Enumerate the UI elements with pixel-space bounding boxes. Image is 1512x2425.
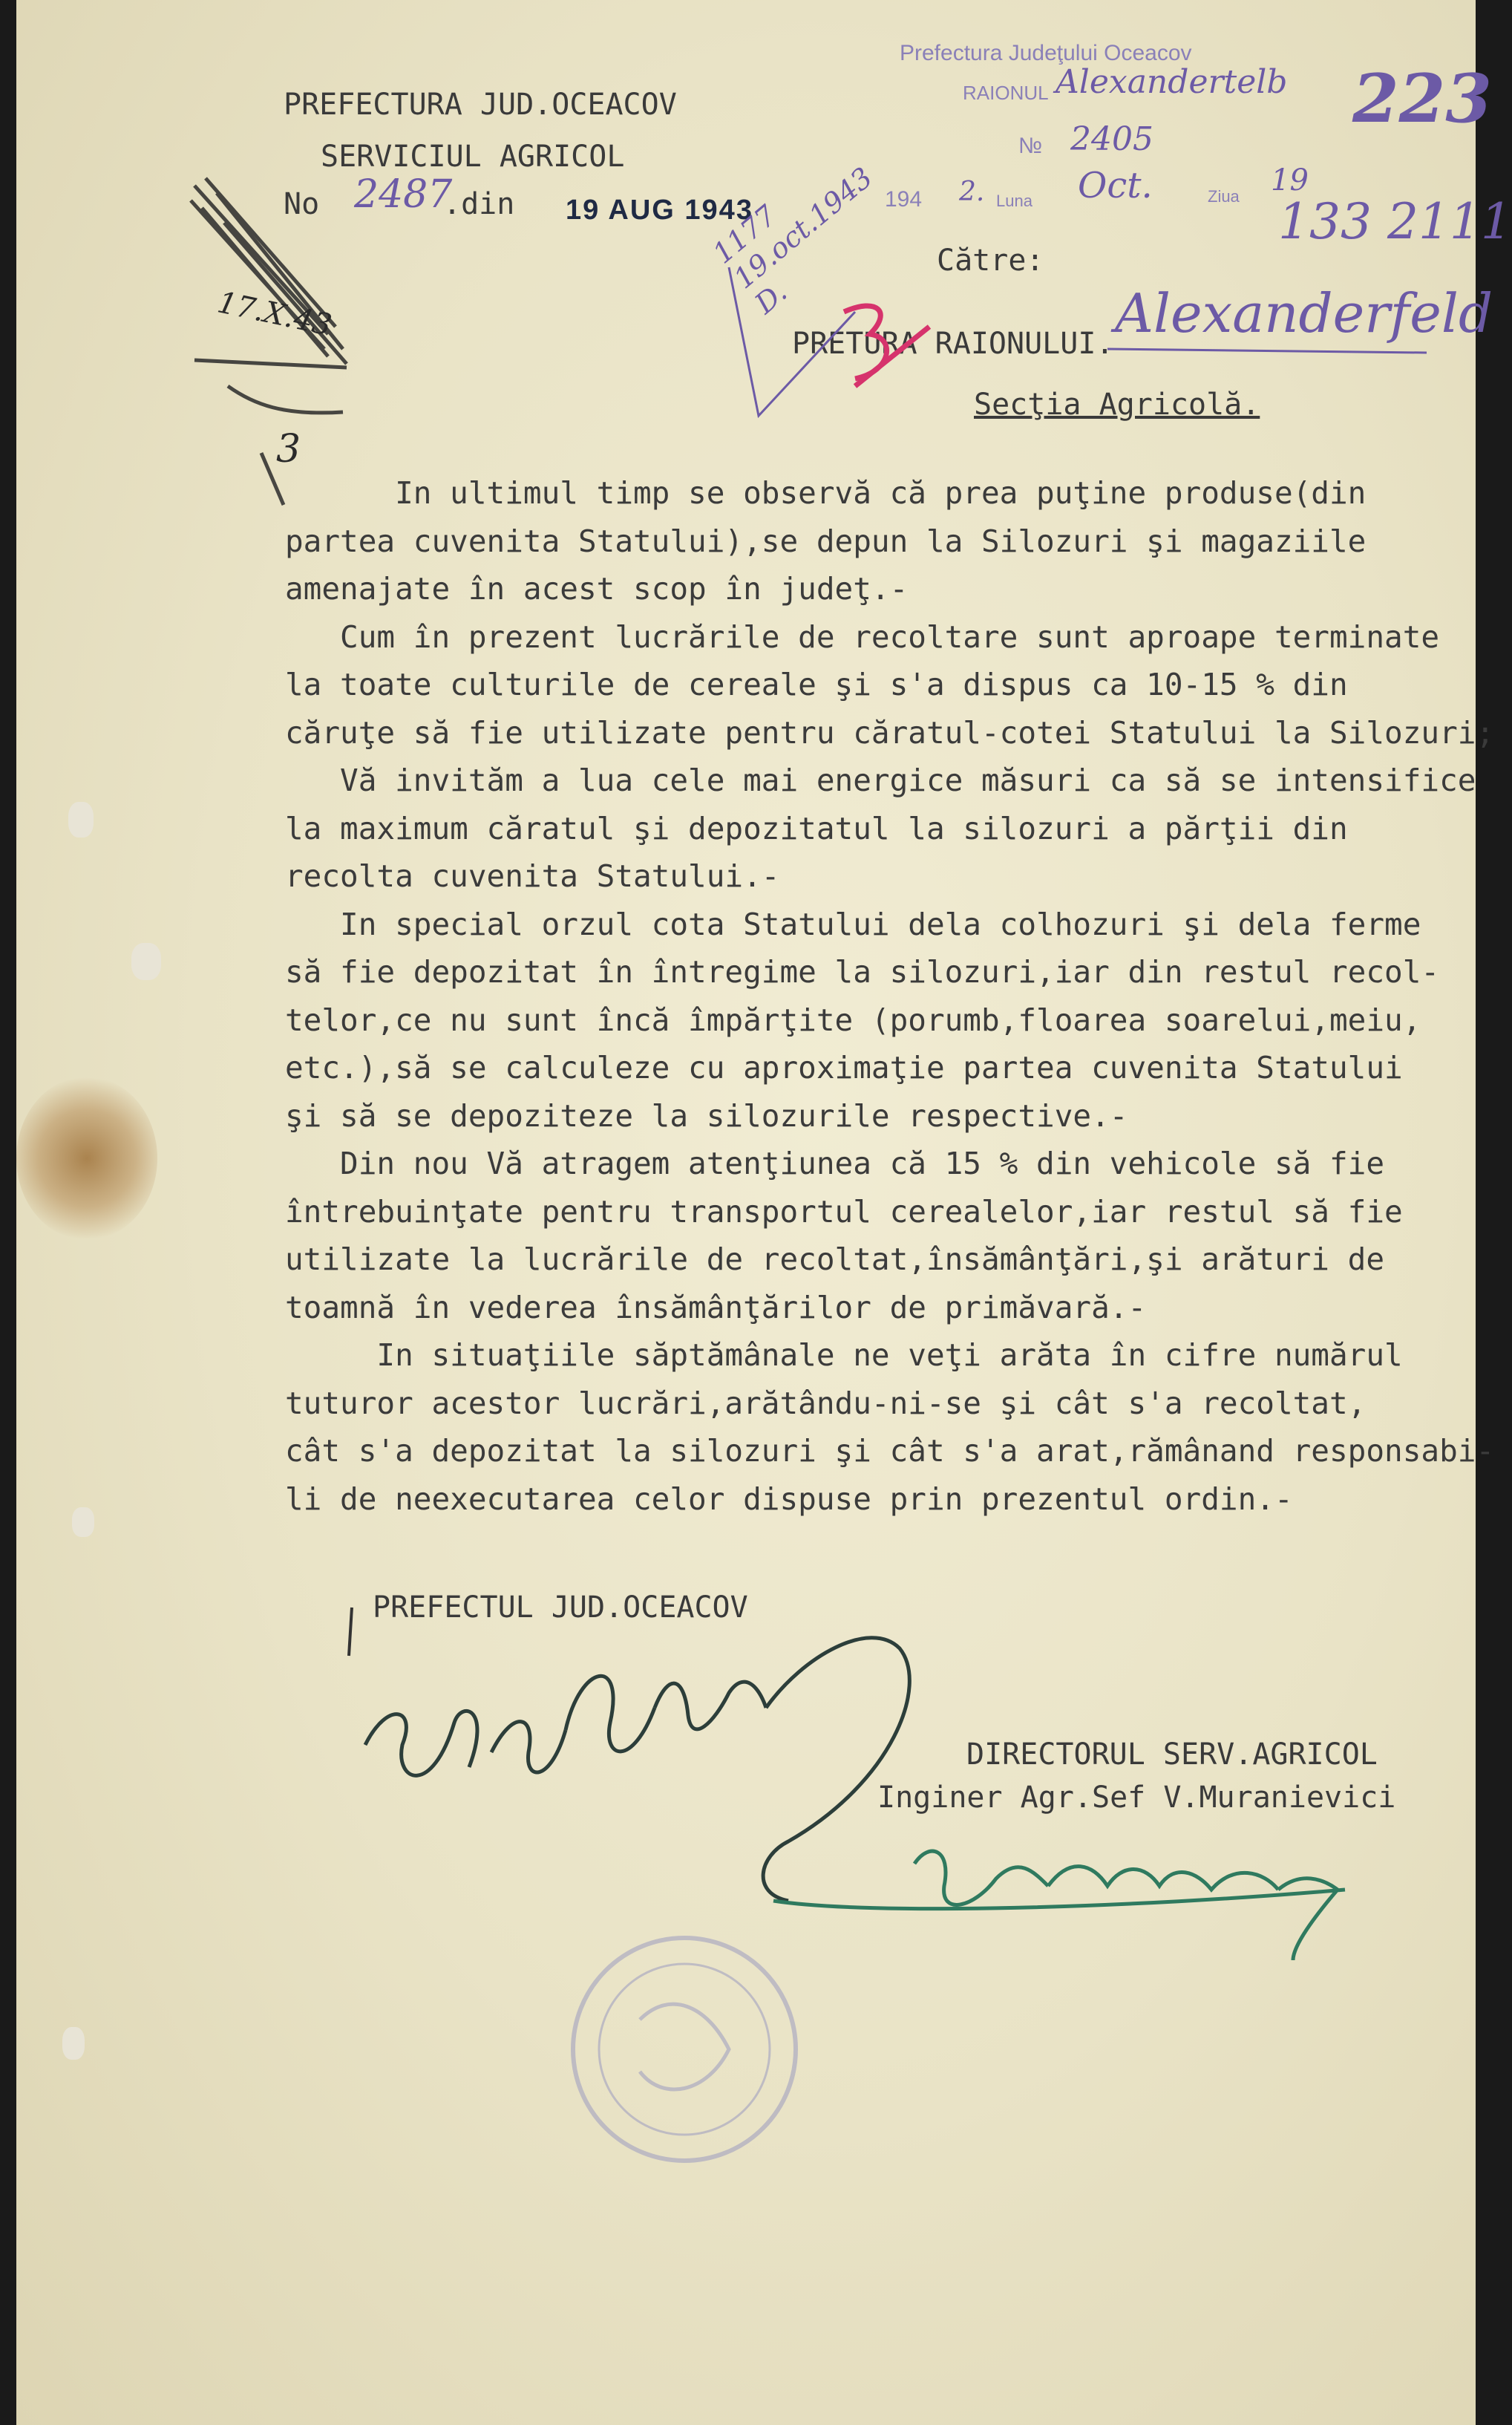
- registry-stamp-raion-label: RAIONUL: [963, 82, 1049, 104]
- registry-stamp-nr-label: №: [1018, 134, 1043, 158]
- director-title: DIRECTORUL SERV.AGRICOL: [966, 1737, 1378, 1772]
- margin-note-left-date: 17.X.43: [214, 285, 335, 343]
- body-line: la maximum căratul şi depozitatul la silozuri a părţii din: [285, 810, 1348, 846]
- registry-stamp-side-number: 133 2111: [1278, 193, 1512, 250]
- registry-stamp-raion-value: Alexandertelb: [1056, 63, 1288, 101]
- body-line: toamnă în vederea însămânţărilor de primăvară.-: [285, 1289, 1147, 1325]
- registry-stamp-year-prefix: 194: [885, 187, 923, 212]
- director-name: Inginer Agr.Sef V.Muranievici: [877, 1781, 1396, 1815]
- body-line: etc.),să se calculeze cu aproximaţie partea cuvenita Statului: [285, 1050, 1403, 1086]
- director-signature: [773, 1851, 1345, 1960]
- body-line: Vă invităm a lua cele mai energice măsuri ca să se intensifice: [285, 763, 1476, 798]
- registry-stamp-ziua-label: Ziua: [1208, 187, 1240, 206]
- margin-note-left-mark: 3: [276, 427, 301, 471]
- body-line: tuturor acestor lucrări,arătându-ni-se şi cât s'a recoltat,: [285, 1385, 1367, 1421]
- registry-stamp-title: Prefectura Judeţului Oceacov: [900, 41, 1192, 65]
- body-line: partea cuvenita Statului),se depun la Silozuri şi magaziile: [285, 523, 1367, 559]
- pencil-hatching: [191, 178, 347, 505]
- prefect-title: PREFECTUL JUD.OCEACOV: [373, 1590, 748, 1625]
- margin-note-center: 1177 19.oct.1943 D.: [707, 160, 879, 321]
- recipient-pretura: PRETURA RAIONULUI.: [792, 327, 1114, 361]
- registry-stamp-ziua-value: 19: [1271, 163, 1309, 198]
- handwritten-underline: [1107, 349, 1427, 353]
- body-line: In special orzul cota Statului dela colhozuri şi dela ferme: [285, 906, 1421, 942]
- body-line: In ultimul timp se observă că prea puţine produse(din: [285, 475, 1367, 511]
- body-line: şi să se depoziteze la silozurile respective.-: [285, 1097, 1128, 1134]
- body-line: cât s'a depozitat la silozuri şi cât s'a arat,rămânand responsabi-: [285, 1433, 1495, 1469]
- body-line: căruţe să fie utilizate pentru căratul-cotei Statului la Silozuri;: [285, 714, 1495, 751]
- registry-stamp-luna-value: Oct.: [1078, 165, 1153, 206]
- registry-stamp-year-value: 2.: [959, 177, 985, 207]
- recipient-catre: Către:: [937, 244, 1044, 278]
- body-line: Din nou Vă atragem atenţiunea că 15 % din vehicole să fie: [285, 1146, 1385, 1181]
- official-seal: [573, 1938, 796, 2161]
- recipient-sectia: Secţia Agricolă.: [974, 388, 1260, 422]
- recipient-pretura-handwritten: Alexanderfeld: [1115, 282, 1493, 345]
- registry-stamp-corner-number: 223: [1352, 59, 1492, 138]
- body-line: In situaţiile săptămânale ne veţi arăta în cifre numărul: [285, 1337, 1403, 1373]
- document-page: [16, 0, 1512, 2425]
- header-din-label: .din: [443, 187, 515, 221]
- header-number-label: No: [284, 187, 320, 221]
- registry-stamp-luna-label: Luna: [996, 192, 1032, 210]
- header-serviciul: SERVICIUL AGRICOL: [321, 140, 625, 174]
- header-date-stamp: 19 AUG 1943: [566, 195, 753, 226]
- body-line: amenajate în acest scop în judeţ.-: [285, 571, 909, 607]
- body-line: recolta cuvenita Statului.-: [285, 858, 780, 894]
- header-prefectura: PREFECTURA JUD.OCEACOV: [284, 88, 677, 122]
- body-line: Cum în prezent lucrările de recoltare sunt aproape terminate: [285, 619, 1440, 655]
- prefect-signature: [365, 1638, 909, 1901]
- body-line: întrebuinţate pentru transportul cerealelor,iar restul să fie: [285, 1193, 1403, 1230]
- document-marks: [16, 0, 1476, 2425]
- body-line: telor,ce nu sunt încă împărţite (porumb,floarea soarelui,meiu,: [285, 1002, 1421, 1038]
- body-line: să fie depozitat în întregime la silozuri,iar din restul recol-: [285, 954, 1440, 990]
- body-line: utilizate la lucrările de recoltat,însămânţări,şi arături de: [285, 1241, 1385, 1277]
- red-pencil-mark: [844, 306, 929, 386]
- margin-note-bracket: [729, 267, 855, 416]
- header-number-value: 2487: [354, 172, 453, 217]
- body-line: li de neexecutarea celor dispuse prin prezentul ordin.-: [285, 1481, 1293, 1517]
- registry-stamp-nr-value: 2405: [1070, 120, 1153, 158]
- body-line: la toate culturile de cereale şi s'a dispus ca 10-15 % din: [285, 667, 1348, 702]
- prefect-mark: [349, 1608, 352, 1656]
